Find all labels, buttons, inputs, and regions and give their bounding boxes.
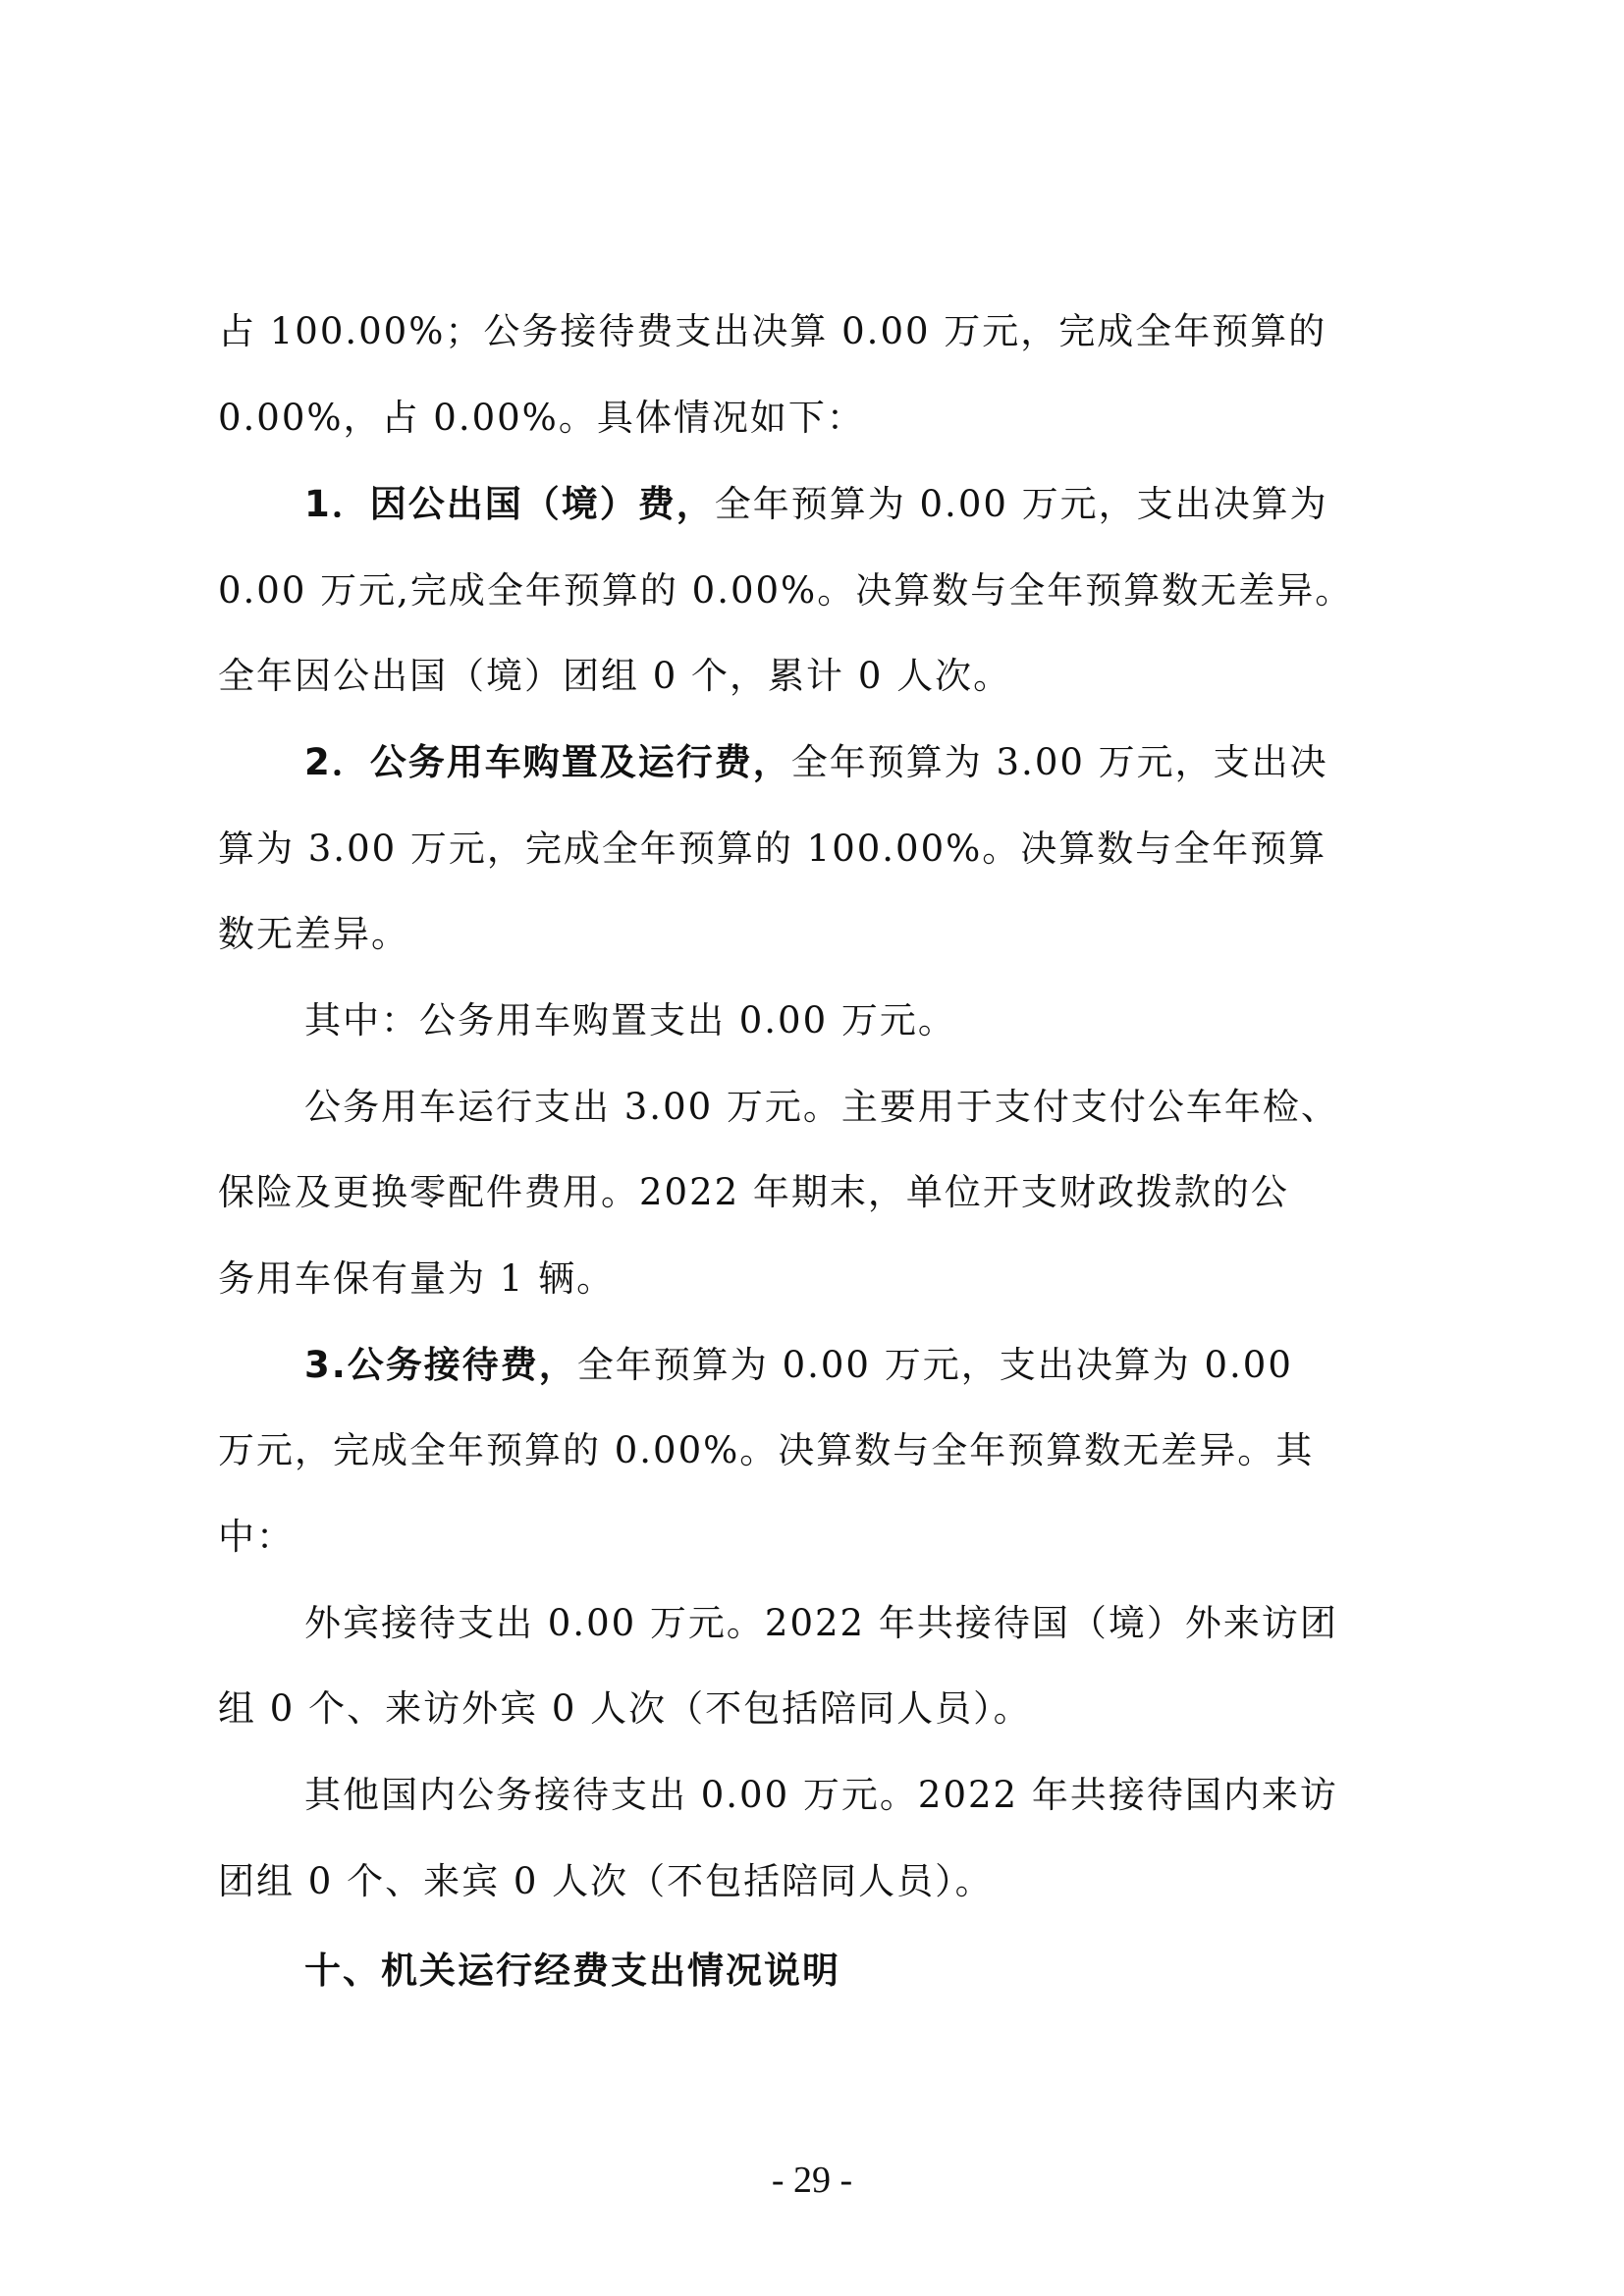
text: 其他国内公务接待支出 0.00 万元。2022 年共接待国内来访 <box>304 1774 1338 1816</box>
text: 算为 3.00 万元，完成全年预算的 100.00%。决算数与全年预算 <box>218 828 1327 870</box>
section-heading: 十、机关运行经费支出情况说明 <box>304 1949 840 1992</box>
paragraph-line <box>304 480 1328 529</box>
text: 团组 0 个、来宾 0 人次（不包括陪同人员）。 <box>218 1860 994 1902</box>
paragraph-line <box>218 566 1353 615</box>
paragraph-line <box>218 910 409 959</box>
text: 公务用车运行支出 3.00 万元。主要用于支付支付公车年检、 <box>304 1086 1339 1128</box>
text: 占 100.00%；公务接待费支出决算 0.00 万元，完成全年预算的 <box>218 310 1327 352</box>
text: 组 0 个、来访外宾 0 人次（不包括陪同人员）。 <box>218 1687 1032 1730</box>
text: 0.00 万元,完成全年预算的 0.00%。决算数与全年预算数无差异。 <box>218 569 1354 612</box>
page-number: - 29 - <box>771 2160 853 2201</box>
item-label: 1．因公出国（境）费， <box>304 483 715 525</box>
item-label: 2．公务用车购置及运行费， <box>304 741 791 783</box>
paragraph-line <box>304 1599 1338 1648</box>
text: 万元，完成全年预算的 0.00%。决算数与全年预算数无差异。其 <box>218 1429 1315 1471</box>
paragraph-line <box>218 1513 295 1562</box>
paragraph-line <box>218 394 865 443</box>
text: 全年因公出国（境）团组 0 个，累计 0 人次。 <box>218 655 1012 697</box>
text: 其中：公务用车购置支出 0.00 万元。 <box>304 999 956 1041</box>
text: 全年预算为 0.00 万元，支出决算为 <box>714 483 1328 525</box>
paragraph-line <box>304 1771 1338 1820</box>
paragraph-line <box>218 825 1326 874</box>
paragraph-line <box>304 1341 1293 1390</box>
paragraph-line <box>304 738 1328 787</box>
paragraph-line <box>304 1083 1339 1132</box>
paragraph-line <box>218 1168 1289 1217</box>
paragraph-line <box>218 1255 615 1304</box>
text: 数无差异。 <box>218 913 409 955</box>
paragraph-line <box>218 1426 1314 1475</box>
text: 外宾接待支出 0.00 万元。2022 年共接待国（境）外来访团 <box>304 1602 1338 1644</box>
text: 0.00%，占 0.00%。具体情况如下： <box>218 397 865 439</box>
paragraph-line <box>304 996 956 1045</box>
item-label: 3.公务接待费， <box>304 1344 577 1386</box>
paragraph-line <box>218 1857 994 1906</box>
text: 中： <box>218 1516 295 1558</box>
text: 全年预算为 0.00 万元，支出决算为 0.00 <box>576 1344 1293 1386</box>
text: 全年预算为 3.00 万元，支出决 <box>790 741 1328 783</box>
paragraph-line <box>218 1684 1032 1734</box>
paragraph-line <box>218 652 1011 701</box>
paragraph-line <box>218 307 1326 356</box>
text: 务用车保有量为 1 辆。 <box>218 1257 616 1300</box>
text: 保险及更换零配件费用。2022 年期末，单位开支财政拨款的公 <box>218 1171 1289 1213</box>
